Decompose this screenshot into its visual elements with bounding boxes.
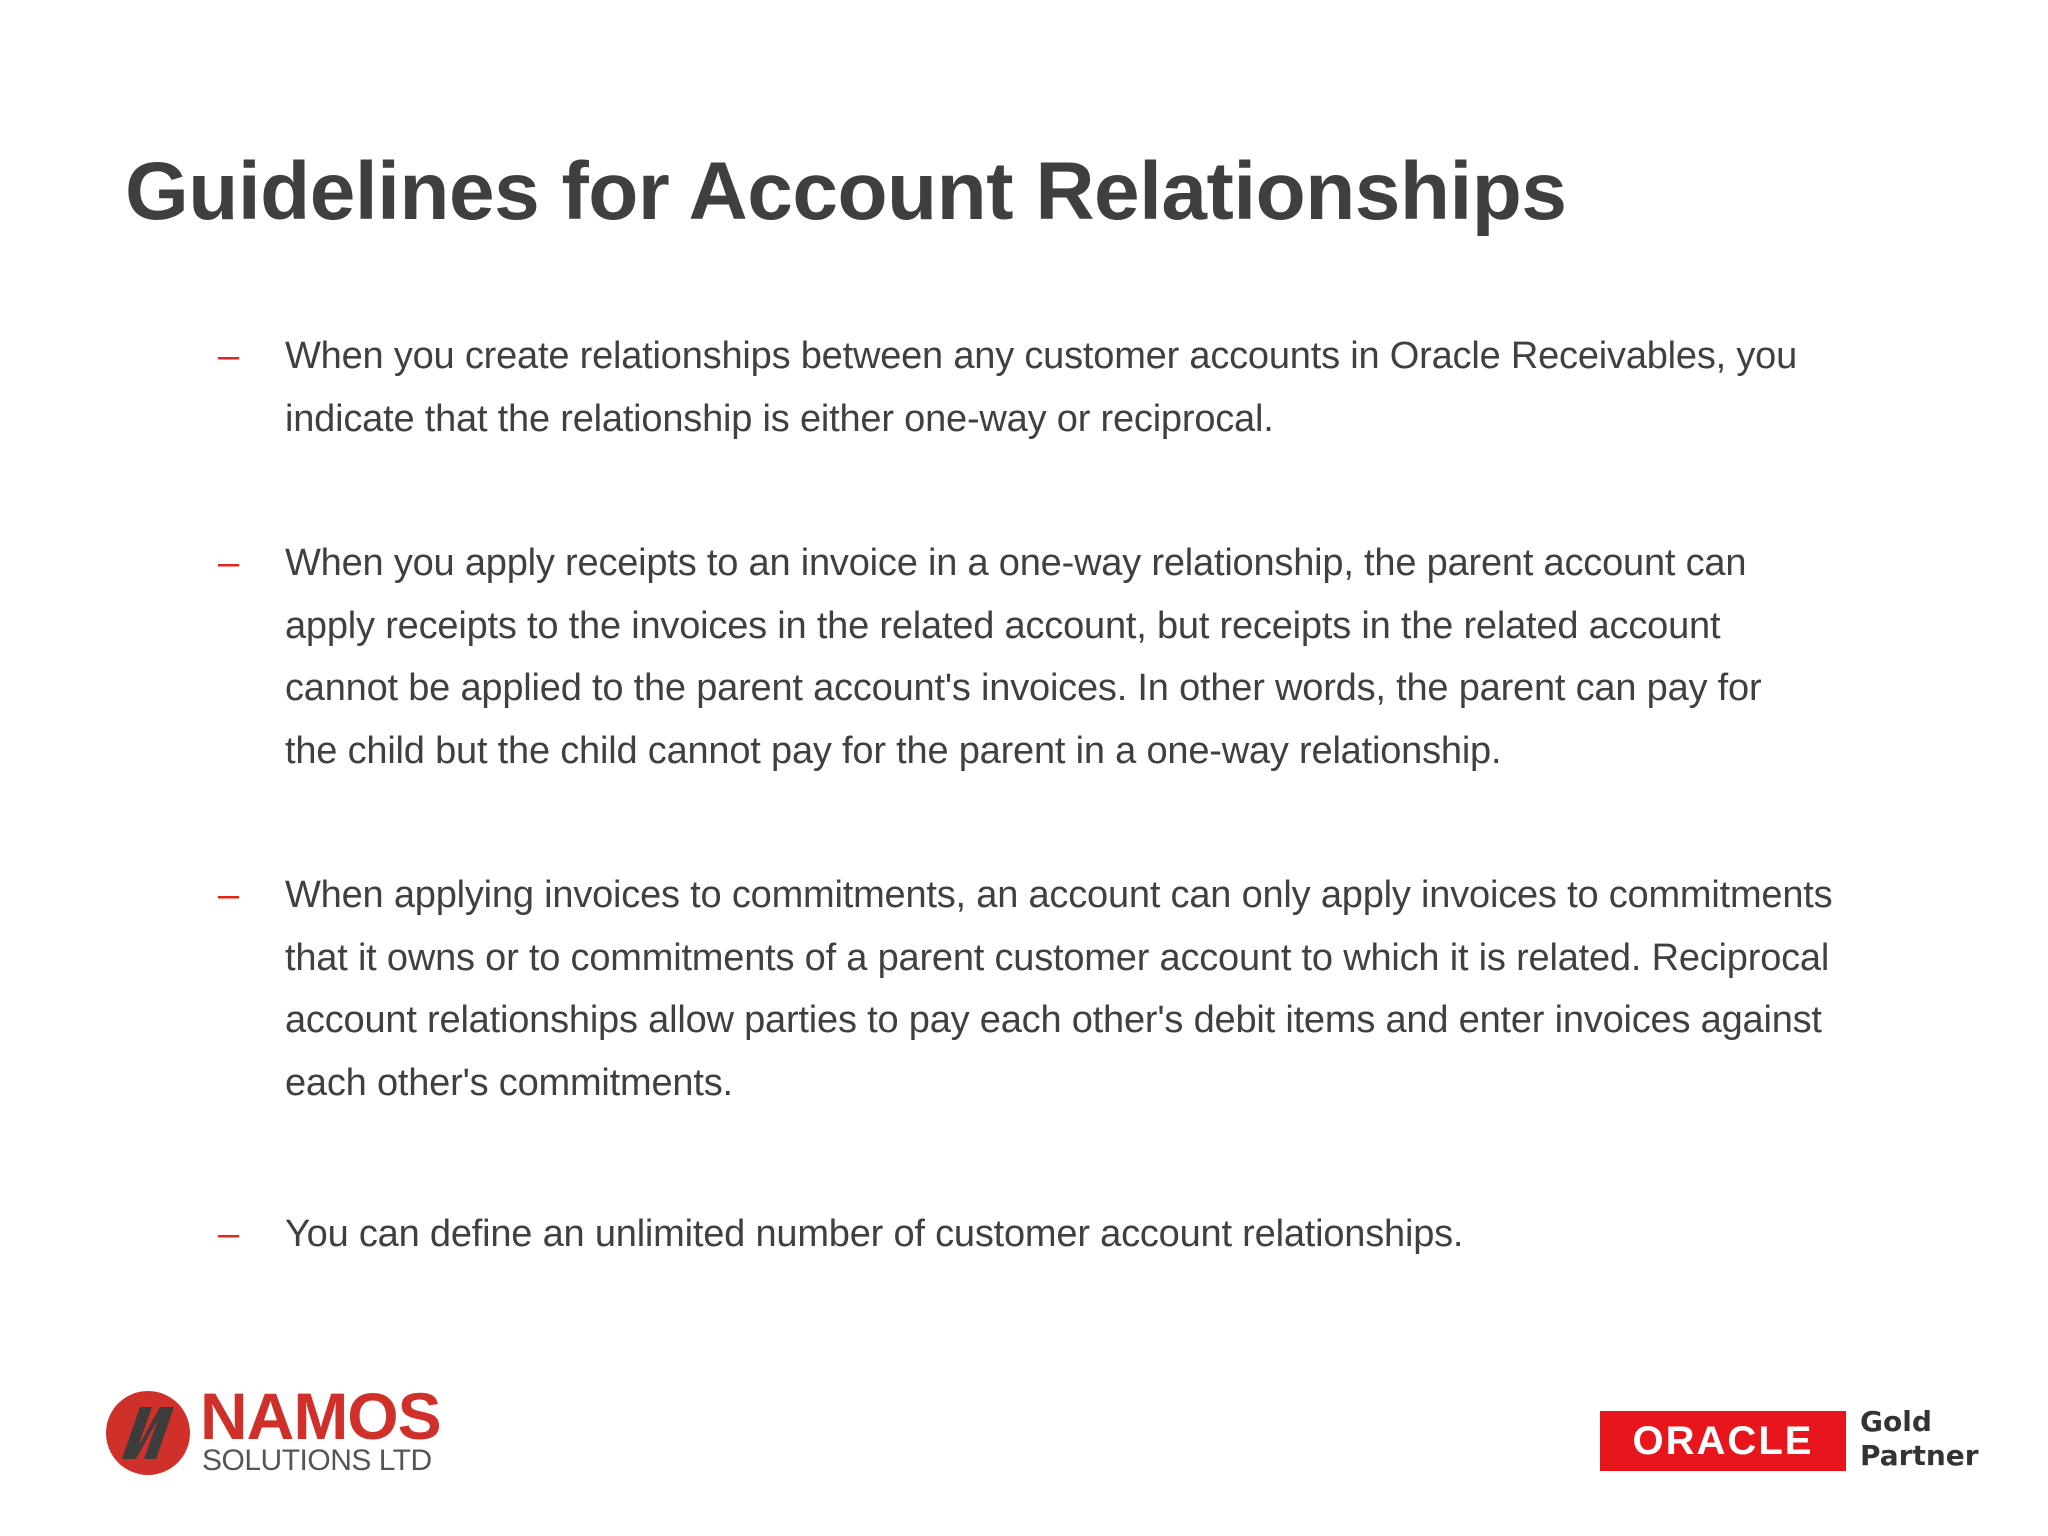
bullet-text: When you apply receipts to an invoice in a one-way relationship, the parent account can apply receipts to the invoices in the related account, but receipts in the related account cannot be applied to the parent account's invoices. In other words, the parent can pay for the child but the child cannot pay for the parent in a one-way relationship. <box>285 542 1762 772</box>
bullet-text: When applying invoices to commitments, an account can only apply invoices to commitments that it owns or to commitments of a parent customer account to which it is related. Reciprocal account relationships allow parties to pay each other's debit items and enter invoices against each other's commitments. <box>285 874 1833 1104</box>
namos-logo-mark-icon <box>104 1389 192 1477</box>
slide-title: Guidelines for Account Relationships <box>125 146 1567 237</box>
bullet-dash: – <box>218 335 240 377</box>
namos-company-subtitle: SOLUTIONS LTD <box>202 1444 432 1477</box>
partner-level: Gold <box>1860 1405 1932 1438</box>
bullet-dash: – <box>218 1213 240 1255</box>
bullet-text: You can define an unlimited number of customer account relationships. <box>285 1213 1464 1255</box>
oracle-partner-badge <box>1600 1405 1980 1485</box>
bullet-dash: – <box>218 542 240 584</box>
bullet-dash: – <box>218 874 240 916</box>
namos-logo <box>104 1379 464 1485</box>
bullet-text: When you create relationships between any customer accounts in Oracle Receivables, you indicate that the relationship is either one-way or reciprocal. <box>285 335 1798 440</box>
partner-type: Partner <box>1860 1439 1979 1472</box>
oracle-logo-text: ORACLE <box>1632 1419 1814 1463</box>
namos-company-name: NAMOS <box>200 1379 441 1453</box>
